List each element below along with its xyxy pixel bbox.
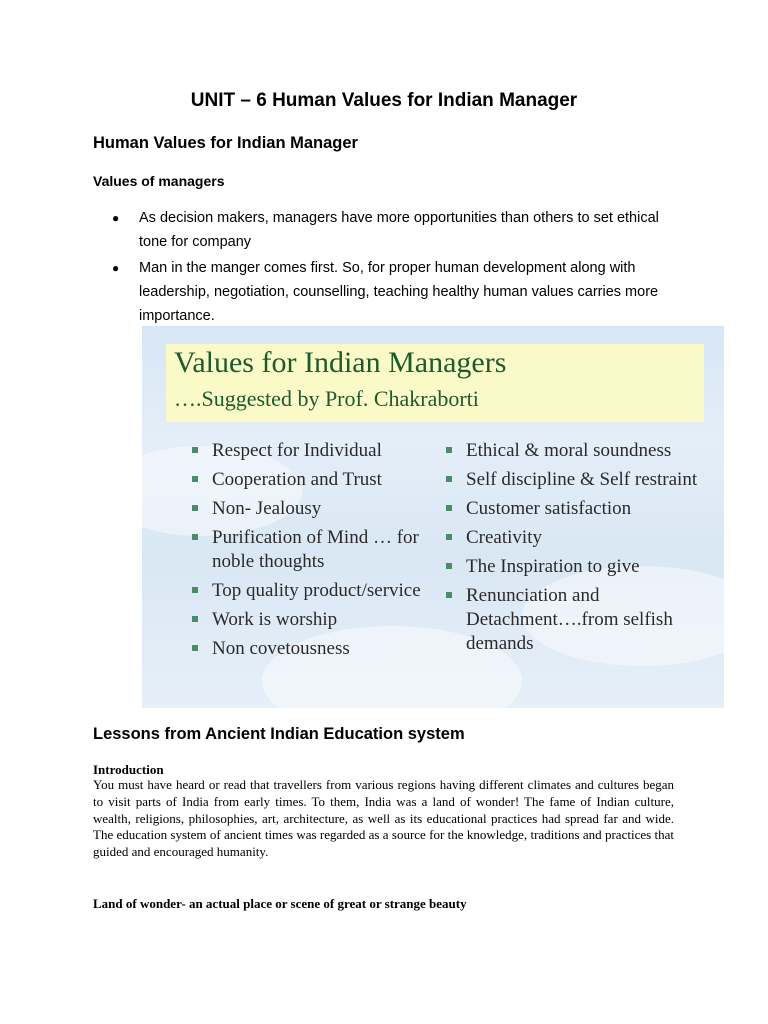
- list-item: [110, 256, 670, 328]
- list-item: Work is worship: [188, 608, 428, 632]
- list-item: Respect for Individual: [188, 439, 428, 463]
- managers-bullet-list: [110, 206, 670, 330]
- values-slide-image: [142, 326, 724, 708]
- list-item: Cooperation and Trust: [188, 468, 428, 492]
- list-item: [110, 206, 670, 254]
- introduction-label: Introduction: [93, 762, 164, 777]
- land-of-wonder-definition: Land of wonder- an actual place or scene of great or strange beauty: [93, 896, 467, 911]
- list-item: The Inspiration to give: [442, 555, 712, 579]
- square-bullet-icon: [192, 505, 198, 511]
- list-item: Customer satisfaction: [442, 497, 712, 521]
- values-of-managers-heading: Values of managers: [93, 173, 225, 189]
- section-heading: Human Values for Indian Manager: [93, 134, 358, 152]
- slide-title: Values for Indian Managers: [174, 346, 507, 379]
- slide-header: [166, 344, 704, 422]
- square-bullet-icon: [192, 616, 198, 622]
- bullet-icon: ●: [112, 211, 120, 225]
- list-item: Ethical & moral soundness: [442, 439, 712, 463]
- list-item: Self discipline & Self restraint: [442, 468, 712, 492]
- list-item: Creativity: [442, 526, 712, 550]
- square-bullet-icon: [446, 447, 452, 453]
- square-bullet-icon: [192, 587, 198, 593]
- list-item: Renunciation and Detachment….from selfish demands: [442, 584, 712, 656]
- list-item: Non covetousness: [188, 637, 428, 661]
- square-bullet-icon: [446, 534, 452, 540]
- square-bullet-icon: [446, 505, 452, 511]
- square-bullet-icon: [446, 476, 452, 482]
- bullet-text: Man in the manger comes first. So, for proper human development along with leadership, negotiation, counselling, teaching healthy human values carries more importance.: [139, 260, 659, 324]
- list-item: Non- Jealousy: [188, 497, 428, 521]
- square-bullet-icon: [192, 645, 198, 651]
- slide-subtitle: ….Suggested by Prof. Chakraborti: [174, 386, 479, 411]
- bullet-icon: ●: [112, 261, 120, 275]
- square-bullet-icon: [192, 534, 198, 540]
- slide-left-list: [188, 439, 428, 666]
- square-bullet-icon: [192, 447, 198, 453]
- bullet-text: As decision makers, managers have more opportunities than others to set ethical tone for company: [139, 210, 659, 250]
- square-bullet-icon: [192, 476, 198, 482]
- list-item: Purification of Mind … for noble thoughts: [188, 526, 428, 574]
- lessons-heading: Lessons from Ancient Indian Education system: [93, 725, 465, 743]
- square-bullet-icon: [446, 592, 452, 598]
- list-item: Top quality product/service: [188, 579, 428, 603]
- unit-title: UNIT – 6 Human Values for Indian Manager: [190, 90, 578, 111]
- square-bullet-icon: [446, 563, 452, 569]
- slide-right-list: [442, 439, 712, 661]
- introduction-paragraph: You must have heard or read that travellers from various regions having different climates and cultures began to visit parts of India from early times. To them, India was a land of wonder! The fame of Indian culture, wealth, religions, philosophies, art, architecture, as well as its educational practices had spread far and wide. The education system of ancient times was regarded as a source for the knowledge, traditions and practices that guided and encouraged humanity.: [93, 777, 674, 860]
